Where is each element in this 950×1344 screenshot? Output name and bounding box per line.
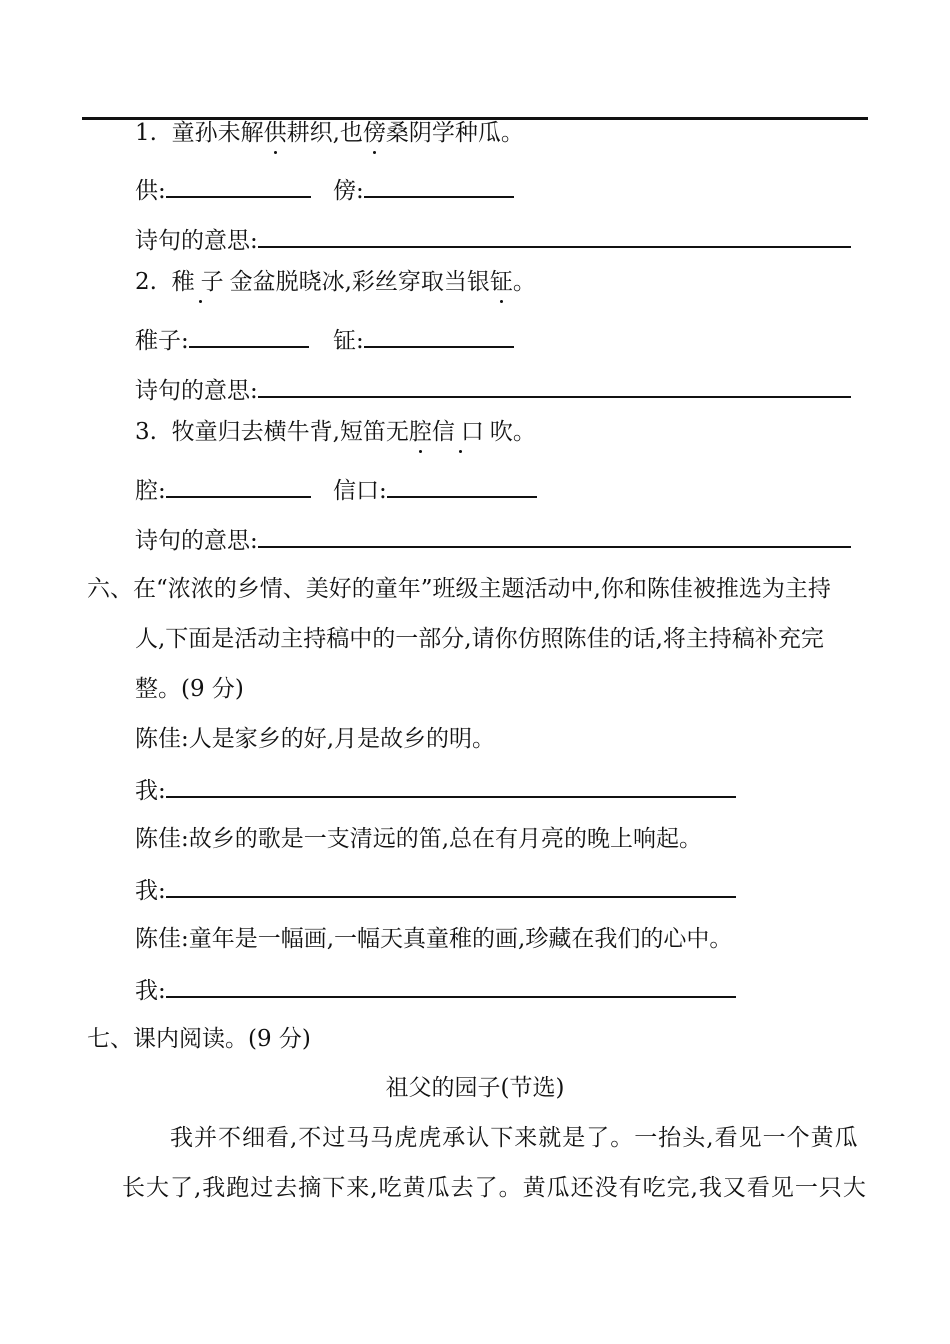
word-label: 稚子: [135,328,189,354]
dialogue-text: 故乡的歌是一支清远的笛,总在有月亮的晚上响起。 [188,826,703,852]
answer-blank[interactable] [189,328,309,348]
answer-blank[interactable] [258,528,851,548]
word-label: 供: [135,178,166,204]
dialogue-chenjia-2 [135,828,702,851]
word-label: 傍: [333,178,364,204]
answer-blank[interactable] [387,478,537,498]
answer-blank[interactable] [166,478,311,498]
poem-3-words [135,478,311,503]
answer-blank[interactable] [364,178,514,198]
poem-text: 吹。 [489,419,536,445]
poem-1-meaning [135,228,851,253]
poem-1-words [135,178,311,203]
poem-2-words-2 [333,328,514,353]
poem-text: 牧童归去横牛背,短笛无 [171,419,409,445]
poem-number: 3. [135,419,157,445]
dotted-word: 稚子 [171,269,230,295]
dialogue-answer-1 [135,778,736,803]
poem-2-words [135,328,309,353]
poem-text: 桑阴学种瓜。 [385,120,524,146]
dialogue-answer-3 [135,978,736,1003]
poem-2-meaning [135,378,851,403]
poem-number: 2. [135,269,157,295]
answer-blank[interactable] [258,228,851,248]
answer-blank[interactable] [364,328,514,348]
meaning-label: 诗句的意思: [135,228,258,254]
section-6-line-1: 六、在“浓浓的乡情、美好的童年”班级主题活动中,你和陈佳被推选为主持 [87,576,831,602]
dialogue-chenjia-1 [135,728,495,751]
dotted-word: 钲 [489,269,513,295]
passage-title: 祖父的园子(节选) [385,1075,565,1101]
answer-blank[interactable] [258,378,851,398]
poem-3-line [135,421,536,444]
poem-number: 1. [135,120,157,146]
meaning-label: 诗句的意思: [135,528,258,554]
meaning-label: 诗句的意思: [135,378,258,404]
poem-3-words-2 [333,478,537,503]
dialogue-chenjia-3 [135,928,732,951]
answer-label: 我: [135,878,166,904]
poem-2-line [135,271,536,294]
word-label: 钲: [333,328,364,354]
answer-label: 我: [135,778,166,804]
dialogue-text: 童年是一幅画,一幅天真童稚的画,珍藏在我们的心中。 [188,926,733,952]
poem-text: 。 [512,269,536,295]
speaker-label: 陈佳: [135,726,189,752]
passage-line-2: 长大了,我跑过去摘下来,吃黄瓜去了。黄瓜还没有吃完,我又看见一只大 [122,1175,867,1201]
word-label: 腔: [135,478,166,504]
poem-1-line [135,122,524,145]
speaker-label: 陈佳: [135,826,189,852]
dotted-word: 信口 [431,419,490,445]
poem-text: 金盆脱晓冰,彩丝穿取当银 [229,269,490,295]
passage-line-1: 我并不细看,不过马马虎虎承认下来就是了。一抬头,看见一个黄瓜 [170,1125,859,1151]
speaker-label: 陈佳: [135,926,189,952]
answer-blank[interactable] [166,778,736,798]
word-label: 信口: [333,478,387,504]
answer-blank[interactable] [166,178,311,198]
poem-1-words-2 [333,178,514,203]
dotted-word: 傍 [362,120,386,146]
answer-label: 我: [135,978,166,1004]
section-6-line-3: 整。(9 分) [135,676,244,702]
section-7-heading: 七、课内阅读。(9 分) [87,1026,311,1052]
answer-blank[interactable] [166,978,736,998]
section-6-line-2: 人,下面是活动主持稿中的一部分,请你仿照陈佳的话,将主持稿补充完 [135,626,824,652]
poem-text: 童孙未解 [171,120,264,146]
dotted-word: 供 [263,120,287,146]
answer-blank[interactable] [166,878,736,898]
dialogue-text: 人是家乡的好,月是故乡的明。 [188,726,496,752]
poem-3-meaning [135,528,851,553]
poem-text: 耕织,也 [286,120,363,146]
dialogue-answer-2 [135,878,736,903]
dotted-word: 腔 [408,419,432,445]
